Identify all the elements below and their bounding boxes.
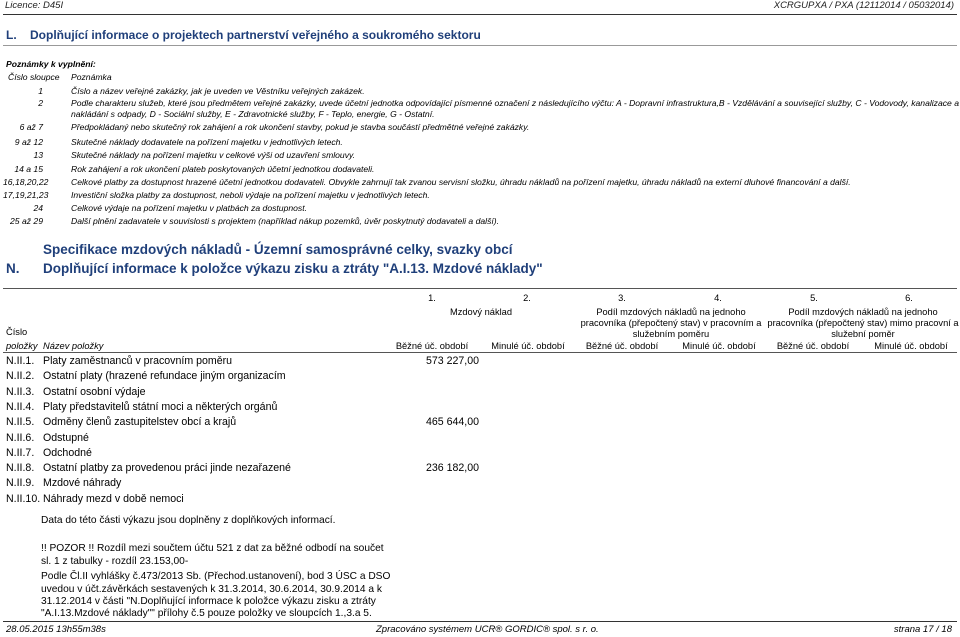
column-group-header: Mzdový náklad <box>449 307 512 317</box>
footer-system: Zpracováno systémem UCR® GORDIC® spol. s r. o. <box>376 624 599 635</box>
table-row <box>0 416 960 431</box>
row-name: Ostatní platy (hrazené refundace jiným organizacím <box>43 370 286 383</box>
table-row <box>0 462 960 477</box>
table-row <box>0 370 960 385</box>
row-name: Mzdové náhrady <box>43 477 122 490</box>
period-header: Běžné úč. období <box>585 341 659 351</box>
section-l-code: L. <box>6 28 17 42</box>
note-column-number: 6 až 7 <box>19 122 43 132</box>
row-name: Odstupné <box>43 431 89 444</box>
license-label: Licence: D45I <box>5 0 64 11</box>
table-row <box>0 477 960 492</box>
table-row <box>0 447 960 462</box>
period-header: Běžné úč. období <box>395 341 469 351</box>
row-name: Ostatní platby za provedenou práci jinde nezařazené <box>43 462 291 475</box>
footnote-line: !! POZOR !! Rozdíl mezi součtem účtu 521 z dat za běžné odbodí na součet <box>41 543 384 554</box>
note-column-number: 17,19,21,23 <box>3 190 49 200</box>
row-code: N.II.9. <box>6 477 35 490</box>
row-code: N.II.4. <box>6 400 35 413</box>
note-column-number: 16,18,20,22 <box>3 177 49 187</box>
period-header: Minulé úč. období <box>491 341 565 351</box>
table-top-border <box>3 288 957 289</box>
footnote-line: Podle Čl.II vyhlášky č.473/2013 Sb. (Přechod.ustanovení), bod 3 ÚSC a DSO <box>41 571 391 582</box>
row-name: Platy zaměstnanců v pracovním poměru <box>43 355 233 367</box>
note-text: Celkové výdaje na pořízení majetku v platbách za dostupnost. <box>71 203 307 213</box>
row-code: N.II.5. <box>6 416 35 429</box>
row-value: 236 182,00 <box>426 462 480 475</box>
column-group-header: Podíl mzdových nákladů na jednoho pracovníka (přepočtený stav) v pracovním a služebním poměru <box>580 307 762 339</box>
note-column-number: 24 <box>33 203 43 213</box>
note-text: Skutečné náklady dodavatele na pořízení majetku v jednotlivých letech. <box>71 137 343 147</box>
row-name: Náhrady mezd v době nemoci <box>43 492 184 505</box>
section-l-divider <box>3 45 957 46</box>
footer-page-number: strana 17 / 18 <box>893 624 952 635</box>
footnote-line: 31.12.2014 v části "N.Doplňující informace k položce výkazu zisku a ztráty <box>41 596 376 607</box>
row-name: Odměny členů zastupitelstev obcí a krajů <box>43 416 237 429</box>
column-number: 3. <box>618 293 626 303</box>
notes-column-header: Číslo sloupce <box>8 72 60 82</box>
note-column-number: 14 a 15 <box>14 164 43 174</box>
note-text: Skutečné náklady na pořízení majetku v celkové výši od uzavření smlouvy. <box>71 150 356 160</box>
period-header: Minulé úč. období <box>682 341 756 351</box>
footnote-line: uvedou v účt.závěrkách sestavených k 31.3.2014, 30.6.2014, 30.9.2014 a k <box>41 584 382 595</box>
table-row <box>0 401 960 416</box>
polozky-label: položky <box>6 341 38 351</box>
row-name: Odchodné <box>43 446 92 459</box>
header-divider <box>3 14 957 15</box>
footnote-line: "A.I.13.Mzdové náklady"" přílohy č.5 pouze položky ve sloupcích 1.,3.a 5. <box>41 608 372 619</box>
section-l-title: Doplňující informace o projektech partnerství veřejného a soukromého sektoru <box>30 28 481 42</box>
section-n-code: N. <box>6 261 20 276</box>
row-code: N.II.7. <box>6 446 35 459</box>
note-text: Rok zahájení a rok ukončení plateb poskytovaných účetní jednotkou dodavateli. <box>71 164 375 174</box>
row-code: N.II.3. <box>6 385 35 398</box>
table-row <box>0 493 960 508</box>
table-header-divider <box>3 352 957 353</box>
note-column-number: 13 <box>33 150 43 160</box>
report-id-label: XCRGUPXA / PXA (12112014 / 05032014) <box>773 0 954 11</box>
row-code: N.II.10. <box>6 492 41 505</box>
note-text: nakládání s odpady, D - Sociální služby, E - Zdravotnické služby, F - Teplo, energie, G - Ostatní. <box>71 109 435 119</box>
note-column-number: 2 <box>38 98 43 108</box>
notes-heading: Poznámky k vyplnění: <box>6 59 96 69</box>
period-header: Běžné úč. období <box>776 341 850 351</box>
row-value: 573 227,00 <box>426 355 480 367</box>
cislo-label: Číslo <box>6 327 28 337</box>
table-row <box>0 432 960 447</box>
period-header: Minulé úč. období <box>874 341 948 351</box>
column-number: 4. <box>714 293 722 303</box>
row-code: N.II.6. <box>6 431 35 444</box>
note-text: Číslo a název veřejné zakázky, jak je uveden ve Věstníku veřejných zakázek. <box>71 86 365 96</box>
table-row <box>0 355 960 370</box>
notes-note-header: Poznámka <box>71 72 112 82</box>
note-text: Podle charakteru služeb, které jsou předmětem veřejné zakázky, uvede účetní jednotka odpovídající písmenné označení z následujícího výčtu: A - Dopravní infrastruktura,B - Vzdělávání a související služby, C - Vodovody, kanalizace a <box>71 98 960 108</box>
note-column-number: 25 až 29 <box>10 216 43 226</box>
row-name: Ostatní osobní výdaje <box>43 385 146 398</box>
row-code: N.II.2. <box>6 370 35 383</box>
note-text: Další plnění zadavatele v souvislosti s projektem (například nákup pozemků, úvěr poskytnutý dodavateli a další). <box>71 216 500 226</box>
column-number: 2. <box>523 293 531 303</box>
row-code: N.II.1. <box>6 355 35 367</box>
section-n-subtitle: Specifikace mzdových nákladů - Územní samosprávné celky, svazky obcí <box>43 242 513 257</box>
nazev-label: Název položky <box>43 341 104 351</box>
note-text: Celkové platby za dostupnost hrazené účetní jednotkou dodavateli. Obvykle zahrnují tak zvanou servisní složku, úhradu nákladů na pořízení majetku, úhradu nákladů na externí dluhové financování a další. <box>71 177 851 187</box>
column-number: 5. <box>810 293 818 303</box>
row-code: N.II.8. <box>6 462 35 475</box>
footnote-line: sl. 1 z tabulky - rozdíl 23.153,00- <box>41 556 189 567</box>
row-value: 465 644,00 <box>426 416 480 429</box>
note-column-number: 1 <box>38 86 43 96</box>
footer-divider <box>3 621 957 622</box>
footer-timestamp: 28.05.2015 13h55m38s <box>6 624 106 635</box>
column-number: 1. <box>428 293 436 303</box>
column-number: 6. <box>905 293 913 303</box>
section-n-title: Doplňující informace k položce výkazu zisku a ztráty "A.I.13. Mzdové náklady" <box>43 261 543 276</box>
footnote-data-source: Data do této části výkazu jsou doplněny z doplňkových informací. <box>41 515 336 526</box>
note-text: Předpokládaný nebo skutečný rok zahájení a rok ukončení stavby, pokud je stavba součástí předmětné veřejné zakázky. <box>71 122 530 132</box>
note-column-number: 9 až 12 <box>14 137 43 147</box>
table-row <box>0 386 960 401</box>
note-text: Investiční složka platby za dostupnost, neboli výdaje na pořízení majetku v jednotlivých letech. <box>71 190 430 200</box>
column-group-header: Podíl mzdových nákladů na jednoho pracovníka (přepočtený stav) mimo pracovní a služební poměr <box>767 307 959 339</box>
row-name: Platy představitelů státní moci a některých orgánů <box>43 400 278 413</box>
